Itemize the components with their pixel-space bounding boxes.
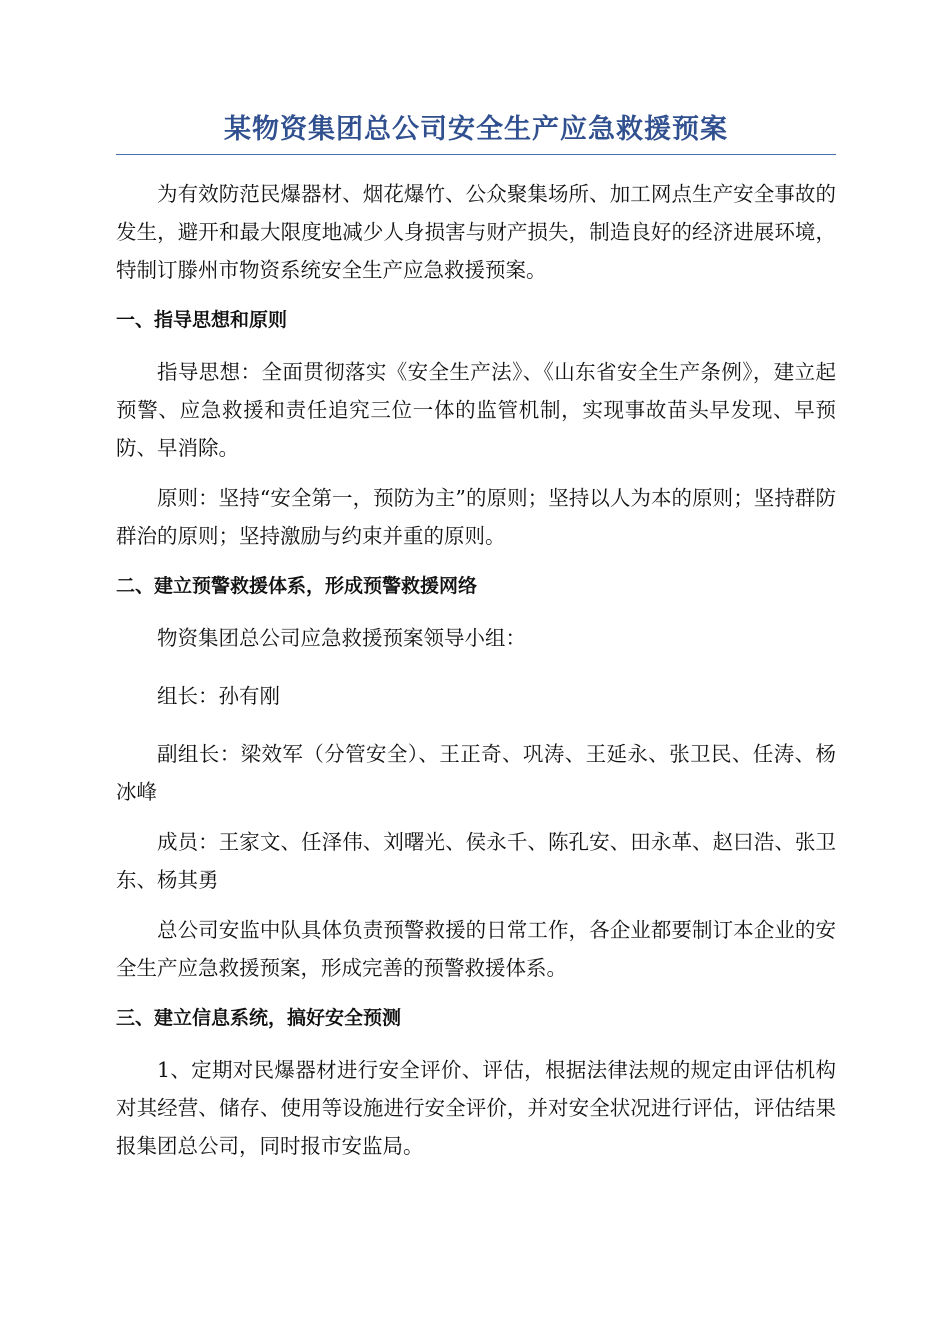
- document-page: [116, 110, 836, 1177]
- section-heading-1: 一、指导思想和原则: [116, 309, 288, 331]
- safety-assessment-paragraph: 1、定期对民爆器材进行安全评价、评估，根据法律法规的规定由评估机构对其经营、储存、使用等设施进行安全评价，并对安全状况进行评估，评估结果报集团总公司，同时报市安监局。: [116, 1058, 836, 1158]
- section-heading-2: 二、建立预警救援体系，形成预警救援网络: [116, 575, 478, 597]
- team-members-paragraph: 成员：王家文、任泽伟、刘曙光、侯永千、陈孔安、田永革、赵曰浩、张卫东、杨其勇: [116, 830, 836, 892]
- team-leader-paragraph: 组长：孙有刚: [157, 684, 280, 708]
- responsibility-paragraph: 总公司安监中队具体负责预警救援的日常工作，各企业都要制订本企业的安全生产应急救援预案，形成完善的预警救援体系。: [116, 918, 836, 980]
- deputy-leaders-paragraph: 副组长：梁效军（分管安全）、王正奇、巩涛、王延永、张卫民、任涛、杨冰峰: [116, 742, 836, 804]
- team-intro-paragraph: 物资集团总公司应急救援预案领导小组：: [157, 626, 526, 650]
- section-heading-3: 三、建立信息系统，搞好安全预测: [116, 1007, 402, 1029]
- principles-paragraph: 原则：坚持“安全第一，预防为主”的原则；坚持以人为本的原则；坚持群防群治的原则；坚持激励与约束并重的原则。: [116, 486, 836, 548]
- document-title: 某物资集团总公司安全生产应急救援预案: [116, 110, 836, 155]
- intro-paragraph: 为有效防范民爆器材、烟花爆竹、公众聚集场所、加工网点生产安全事故的发生，避开和最大限度地减少人身损害与财产损失，制造良好的经济进展环境，特制订滕州市物资系统安全生产应急救援预案。: [116, 182, 836, 282]
- guiding-thought-paragraph: 指导思想：全面贯彻落实《安全生产法》、《山东省安全生产条例》，建立起预警、应急救援和责任追究三位一体的监管机制，实现事故苗头早发现、早预防、早消除。: [116, 360, 836, 460]
